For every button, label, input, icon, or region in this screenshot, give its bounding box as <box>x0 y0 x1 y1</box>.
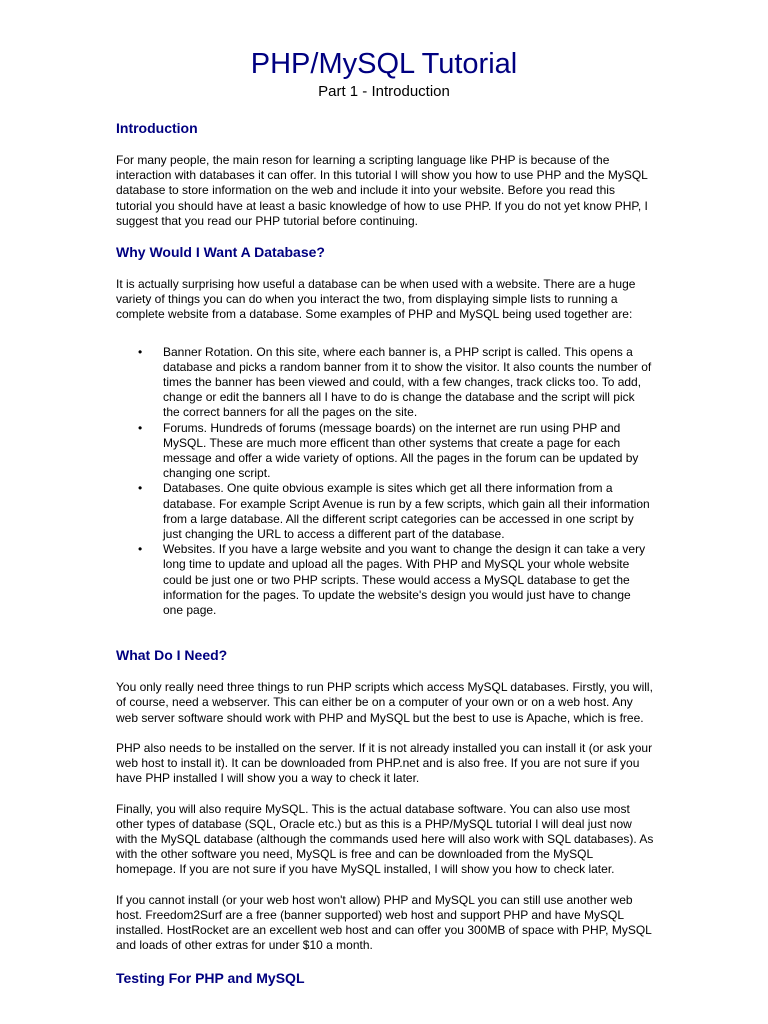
examples-list <box>116 345 654 619</box>
page-title: PHP/MySQL Tutorial <box>250 48 518 80</box>
heading-what-need: What Do I Need? <box>116 647 228 664</box>
list-item <box>116 542 654 618</box>
list-item <box>116 481 654 542</box>
list-item-text: Banner Rotation. On this site, where each banner is, a PHP script is called. This opens a database and picks a random banner from it to show the visitor. It also counts the number of times the banner has been viewed and could, with a few changes, track clicks too. To add, change or edit the banners all I have to do is change the database and the script will pick the correct banners for all the pages on the site. <box>163 344 652 420</box>
what-need-paragraph-3: Finally, you will also require MySQL. This is the actual database software. You can also use most other types of database (SQL, Oracle etc.) but as this is a PHP/MySQL tutorial I will deal just now with the MySQL database (although the commands used here will also work with SQL databases). As with the other software you need, MySQL is free and can be downloaded from the MySQL homepage. If you are not sure if you have MySQL installed, I will show you how to check later. <box>116 801 654 877</box>
list-item-text: Websites. If you have a large website and you want to change the design it can take a very long time to update and upload all the pages. With PHP and MySQL your whole website could be just one or two PHP scripts. These would access a MySQL database to get the information for the pages. To update the website's design you would just have to change one page. <box>163 542 646 618</box>
list-item <box>116 345 654 421</box>
heading-testing: Testing For PHP and MySQL <box>116 970 305 987</box>
what-need-paragraph-2: PHP also needs to be installed on the server. If it is not already installed you can install it (or ask your web host to install it). It can be downloaded from PHP.net and is also free. If you are not sure if you have PHP installed I will show you a way to check it later. <box>116 740 653 786</box>
bullet-icon: • <box>138 481 143 496</box>
why-database-paragraph: It is actually surprising how useful a database can be when used with a website. There are a huge variety of things you can do when you interact the two, from displaying simple lists to running a complete website from a database. Some examples of PHP and MySQL being used together are: <box>116 277 636 322</box>
list-item <box>116 421 654 482</box>
heading-why-database: Why Would I Want A Database? <box>116 244 325 261</box>
what-need-paragraph-1: You only really need three things to run PHP scripts which access MySQL databases. Firstly, you will, of course, need a webserver. This can either be on a computer of your own or on a web host. Any web server software should work with PHP and MySQL but the best to use is Apache, which is free. <box>116 680 653 725</box>
list-item-text: Databases. One quite obvious example is sites which get all there information from a database. For example Script Avenue is run by a few scripts, which gain all their information from a large database. All the different script categories can be accessed in one script by just changing the URL to access a different part of the database. <box>163 481 650 542</box>
heading-introduction: Introduction <box>116 120 198 136</box>
document-content <box>116 117 654 989</box>
list-item-text: Forums. Hundreds of forums (message boards) on the internet are run using PHP and MySQL. These are much more efficent than other systems that create a page for each message and offer a wide variety of options. All the pages in the forum can be updated by changing one script. <box>163 420 639 481</box>
introduction-paragraph: For many people, the main reson for learning a scripting language like PHP is because of the interaction with databases it can offer. In this tutorial I will show you how to use PHP and the MySQL database to store information on the web and include it into your website. Before you read this tutorial you should have at least a basic knowledge of how to use PHP. If you do not yet know PHP, I suggest that you read our PHP tutorial before continuing. <box>116 153 648 228</box>
bullet-icon: • <box>138 542 143 557</box>
page-subtitle: Part 1 - Introduction <box>318 83 450 100</box>
bullet-icon: • <box>138 420 143 435</box>
bullet-icon: • <box>138 344 143 359</box>
what-need-paragraph-4: If you cannot install (or your web host won't allow) PHP and MySQL you can still use another web host. Freedom2Surf are a free (banner supported) web host and support PHP and have MySQL installed. HostRocket are an excellent web host and can offer you 300MB of space with PHP, MySQL and loads of other extras for under $10 a month. <box>116 892 652 953</box>
